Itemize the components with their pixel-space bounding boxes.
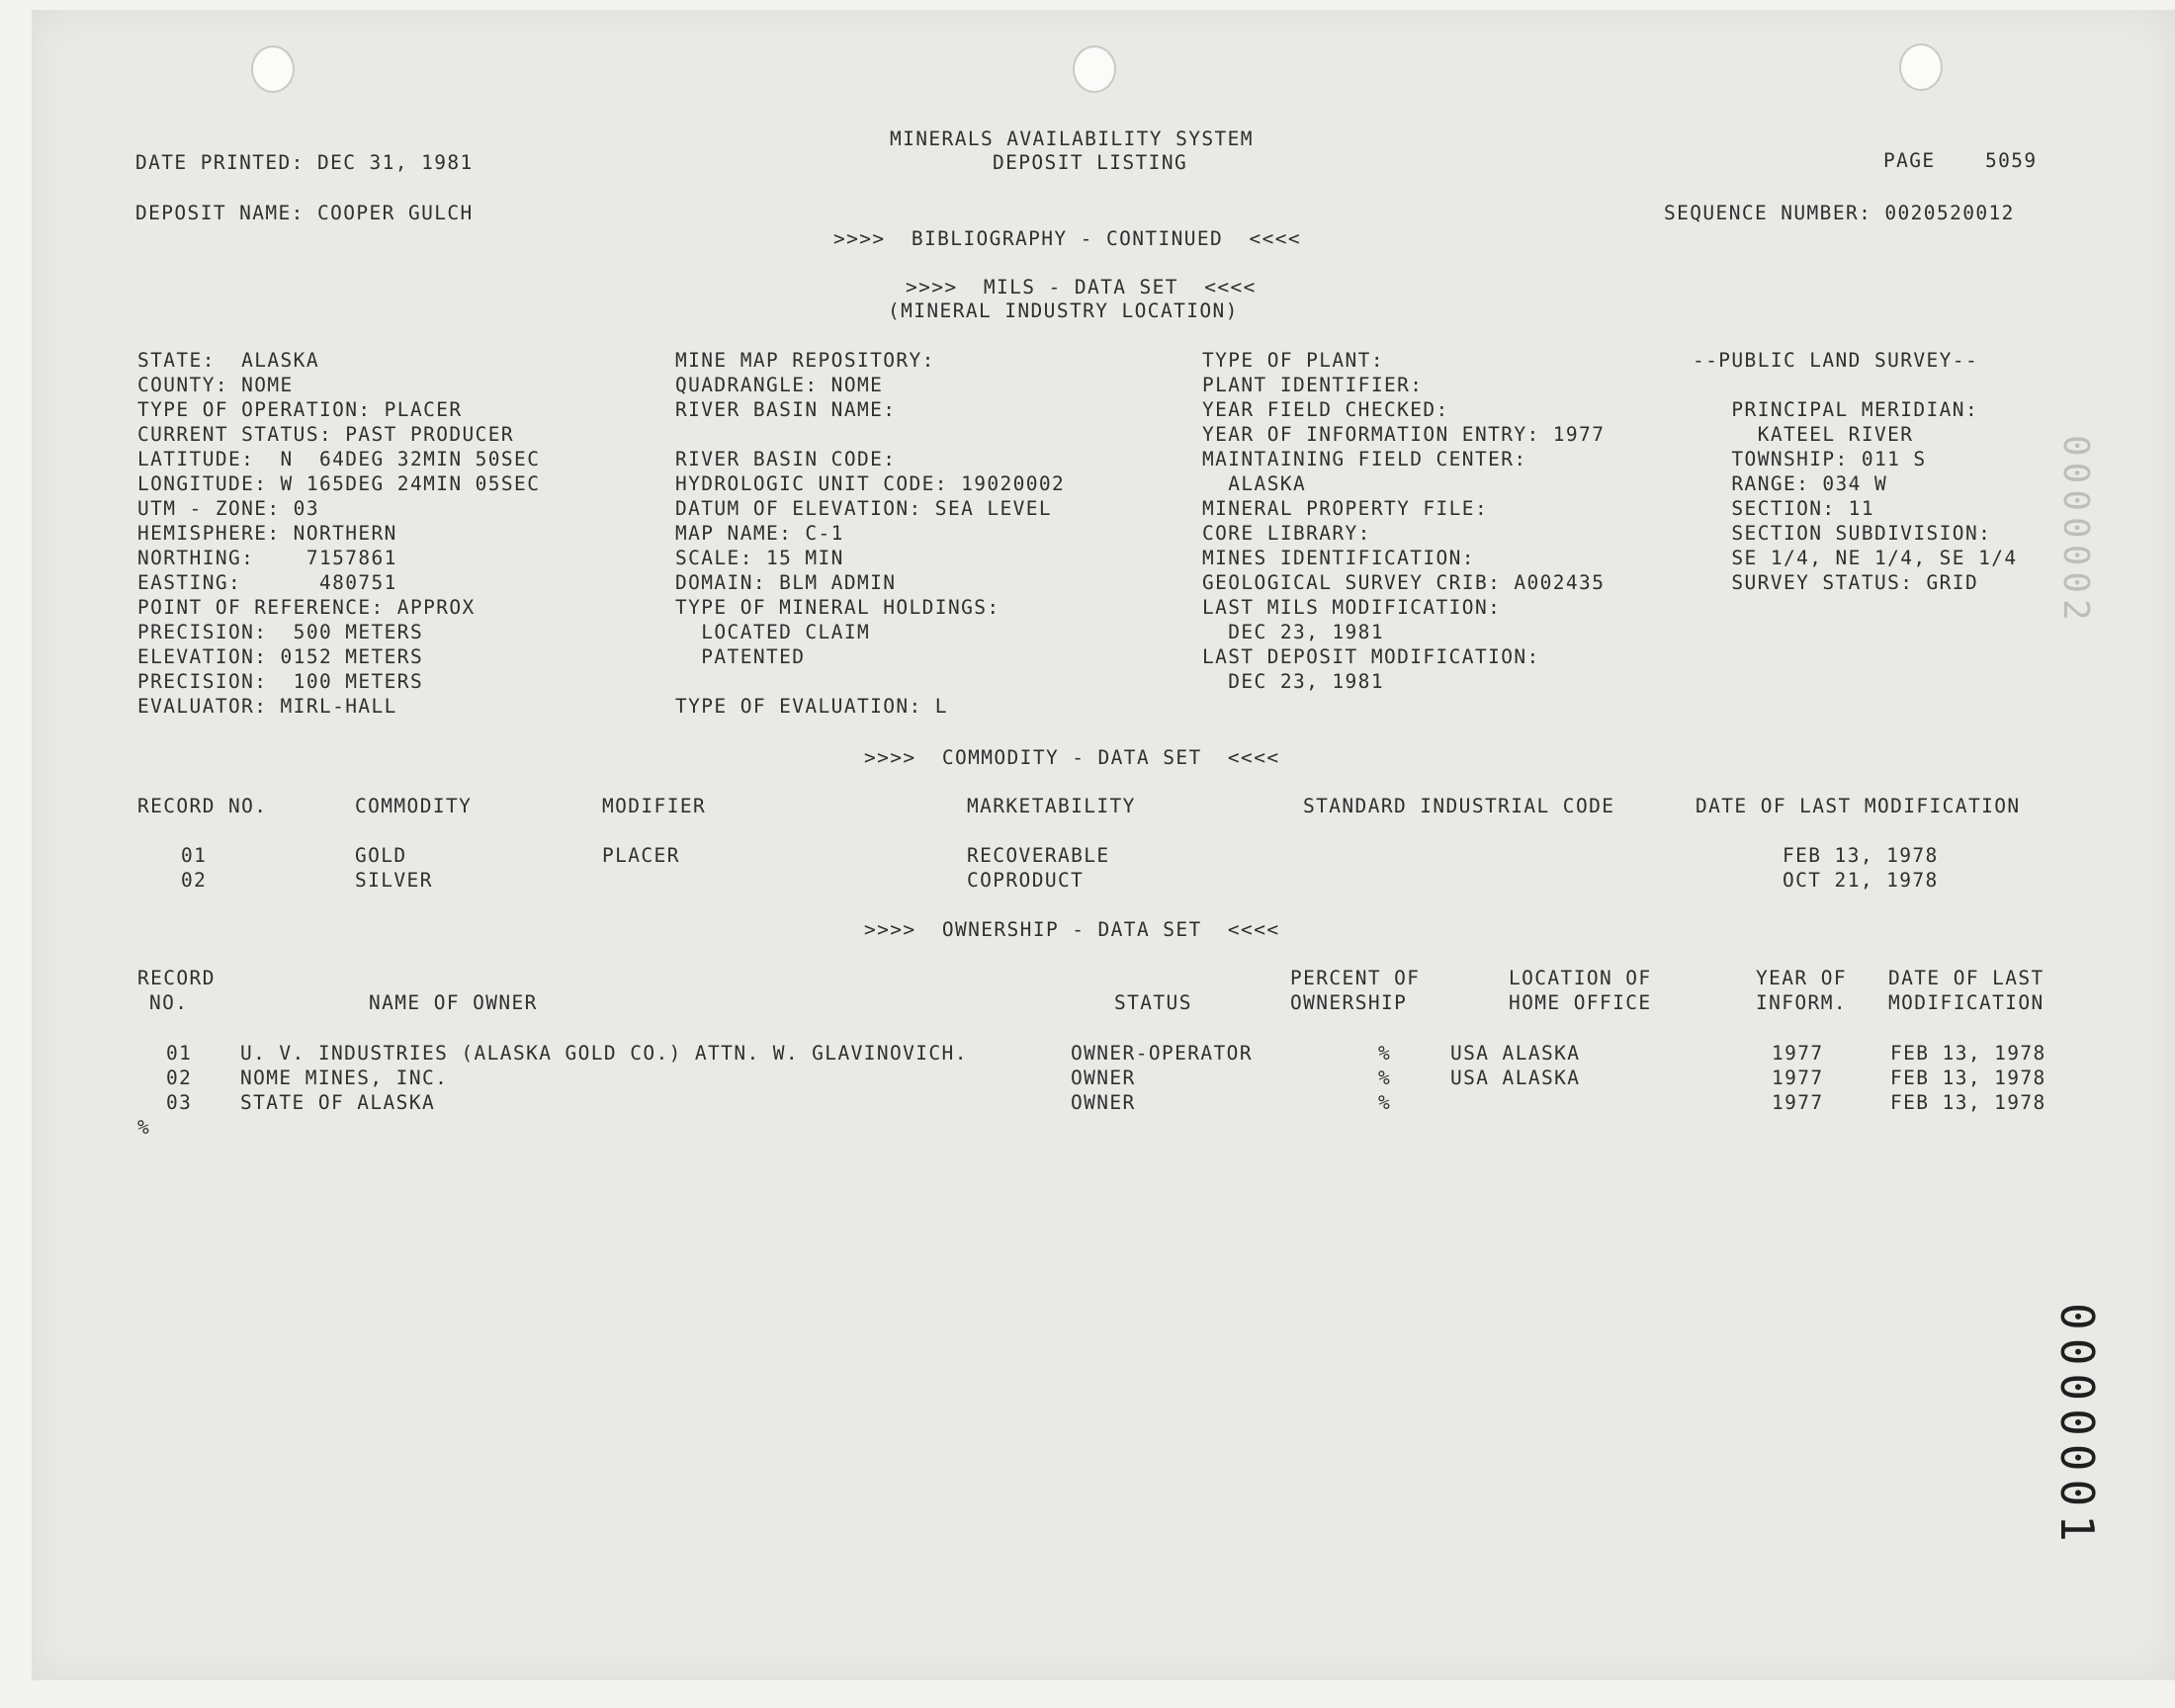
mils-field: POINT OF REFERENCE: APPROX (137, 596, 476, 619)
mils-field: PATENTED (675, 645, 806, 668)
last-modified-date: OCT 21, 1978 (1783, 869, 1939, 892)
mils-field: RANGE: 034 W (1693, 472, 1888, 495)
mils-field: MINE MAP REPOSITORY: (675, 349, 935, 372)
mils-subheading: (MINERAL INDUSTRY LOCATION) (888, 299, 1239, 322)
last-modified-date: FEB 13, 1978 (1890, 1042, 2046, 1065)
mils-field: YEAR FIELD CHECKED: (1202, 398, 1449, 421)
sequence-number: SEQUENCE NUMBER: 0020520012 (1664, 202, 2015, 224)
listing-title: DEPOSIT LISTING (993, 151, 1188, 174)
home-office-location: USA ALASKA (1450, 1067, 1581, 1089)
mils-field: MAP NAME: C-1 (675, 522, 844, 545)
owner-name: NOME MINES, INC. (240, 1067, 449, 1089)
binder-hole (251, 45, 295, 93)
system-title: MINERALS AVAILABILITY SYSTEM (890, 128, 1254, 150)
ownership-percent: % (1378, 1042, 1392, 1065)
owner-name: U. V. INDUSTRIES (ALASKA GOLD CO.) ATTN. W. GLAVINOVICH. (240, 1042, 968, 1065)
mils-field: --PUBLIC LAND SURVEY-- (1693, 349, 1979, 372)
column-header: NO. (149, 991, 189, 1014)
bibliography-heading: >>>> BIBLIOGRAPHY - CONTINUED <<<< (833, 227, 1302, 250)
column-header: NAME OF OWNER (369, 991, 538, 1014)
mils-field: MINES IDENTIFICATION: (1202, 547, 1475, 569)
deposit-name: DEPOSIT NAME: COOPER GULCH (135, 202, 474, 224)
column-header: RECORD NO. (137, 795, 268, 817)
mils-field: ELEVATION: 0152 METERS (137, 645, 424, 668)
page-label: PAGE (1883, 149, 1936, 172)
commodity-heading: >>>> COMMODITY - DATA SET <<<< (864, 746, 1280, 769)
mils-field: DATUM OF ELEVATION: SEA LEVEL (675, 497, 1053, 520)
commodity-name: GOLD (355, 844, 407, 867)
column-header: MARKETABILITY (967, 795, 1136, 817)
record-number: 01 (166, 1042, 193, 1065)
ownership-heading: >>>> OWNERSHIP - DATA SET <<<< (864, 918, 1280, 941)
column-header: STATUS (1114, 991, 1192, 1014)
mils-field: SURVEY STATUS: GRID (1693, 571, 1979, 594)
owner-status: OWNER (1071, 1091, 1136, 1114)
mils-field: DEC 23, 1981 (1202, 621, 1384, 643)
mils-field: ALASKA (1202, 472, 1307, 495)
modifier: PLACER (602, 844, 680, 867)
record-number: 03 (166, 1091, 193, 1114)
mils-field: PLANT IDENTIFIER: (1202, 374, 1424, 396)
column-header: INFORM. (1756, 991, 1847, 1014)
column-header: MODIFICATION (1888, 991, 2044, 1014)
mils-field: RIVER BASIN CODE: (675, 448, 897, 470)
mils-field: NORTHING: 7157861 (137, 547, 397, 569)
column-header: COMMODITY (355, 795, 473, 817)
mils-field: EASTING: 480751 (137, 571, 397, 594)
column-header: RECORD (137, 967, 216, 989)
binder-hole (1899, 43, 1943, 91)
column-header: PERCENT OF (1290, 967, 1421, 989)
column-header: LOCATION OF (1509, 967, 1652, 989)
mils-field: LAST MILS MODIFICATION: (1202, 596, 1502, 619)
mils-field: LAST DEPOSIT MODIFICATION: (1202, 645, 1540, 668)
margin-stamp-upper: 0000002 (2055, 435, 2096, 627)
mils-field: GEOLOGICAL SURVEY CRIB: A002435 (1202, 571, 1606, 594)
record-number: 02 (181, 869, 208, 892)
mils-field: CORE LIBRARY: (1202, 522, 1371, 545)
mils-field: TYPE OF EVALUATION: L (675, 695, 948, 718)
mils-field: UTM - ZONE: 03 (137, 497, 319, 520)
column-header: MODIFIER (602, 795, 707, 817)
mils-field: SE 1/4, NE 1/4, SE 1/4 (1693, 547, 2018, 569)
mils-heading: >>>> MILS - DATA SET <<<< (906, 276, 1257, 299)
owner-name: STATE OF ALASKA (240, 1091, 436, 1114)
mils-field: EVALUATOR: MIRL-HALL (137, 695, 397, 718)
mils-field: DOMAIN: BLM ADMIN (675, 571, 897, 594)
binder-hole (1073, 45, 1116, 93)
year-of-information: 1977 (1772, 1067, 1824, 1089)
margin-stamp-lower: 0000001 (2050, 1303, 2104, 1550)
end-of-record-mark: % (137, 1116, 151, 1139)
year-of-information: 1977 (1772, 1042, 1824, 1065)
column-header: YEAR OF (1756, 967, 1847, 989)
mils-field: TYPE OF OPERATION: PLACER (137, 398, 463, 421)
mils-field: TYPE OF PLANT: (1202, 349, 1384, 372)
mils-field: TOWNSHIP: 011 S (1693, 448, 1927, 470)
mils-field: PRECISION: 100 METERS (137, 670, 424, 693)
mils-field: HEMISPHERE: NORTHERN (137, 522, 397, 545)
mils-field: LONGITUDE: W 165DEG 24MIN 05SEC (137, 472, 541, 495)
year-of-information: 1977 (1772, 1091, 1824, 1114)
mils-field: MAINTAINING FIELD CENTER: (1202, 448, 1527, 470)
last-modified-date: FEB 13, 1978 (1783, 844, 1939, 867)
mils-field: PRECISION: 500 METERS (137, 621, 424, 643)
mils-field: TYPE OF MINERAL HOLDINGS: (675, 596, 1000, 619)
page-number: 5059 (1985, 149, 2038, 172)
column-header: DATE OF LAST MODIFICATION (1696, 795, 2021, 817)
column-header: STANDARD INDUSTRIAL CODE (1303, 795, 1615, 817)
mils-field: PRINCIPAL MERIDIAN: (1693, 398, 1979, 421)
home-office-location: USA ALASKA (1450, 1042, 1581, 1065)
last-modified-date: FEB 13, 1978 (1890, 1091, 2046, 1114)
record-number: 01 (181, 844, 208, 867)
mils-field: MINERAL PROPERTY FILE: (1202, 497, 1489, 520)
mils-field: QUADRANGLE: NOME (675, 374, 884, 396)
marketability: RECOVERABLE (967, 844, 1110, 867)
owner-status: OWNER-OPERATOR (1071, 1042, 1253, 1065)
mils-field: DEC 23, 1981 (1202, 670, 1384, 693)
mils-field: COUNTY: NOME (137, 374, 294, 396)
marketability: COPRODUCT (967, 869, 1085, 892)
commodity-name: SILVER (355, 869, 433, 892)
column-header: DATE OF LAST (1888, 967, 2044, 989)
date-printed: DATE PRINTED: DEC 31, 1981 (135, 151, 474, 174)
last-modified-date: FEB 13, 1978 (1890, 1067, 2046, 1089)
mils-field: CURRENT STATUS: PAST PRODUCER (137, 423, 515, 446)
column-header: HOME OFFICE (1509, 991, 1652, 1014)
mils-field: LOCATED CLAIM (675, 621, 871, 643)
mils-field: KATEEL RIVER (1693, 423, 1914, 446)
mils-field: RIVER BASIN NAME: (675, 398, 897, 421)
column-header: OWNERSHIP (1290, 991, 1408, 1014)
mils-field: STATE: ALASKA (137, 349, 319, 372)
mils-field: YEAR OF INFORMATION ENTRY: 1977 (1202, 423, 1606, 446)
mils-field: HYDROLOGIC UNIT CODE: 19020002 (675, 472, 1066, 495)
mils-field: SCALE: 15 MIN (675, 547, 844, 569)
mils-field: SECTION: 11 (1693, 497, 1874, 520)
mils-field: SECTION SUBDIVISION: (1693, 522, 1992, 545)
record-number: 02 (166, 1067, 193, 1089)
ownership-percent: % (1378, 1067, 1392, 1089)
ownership-percent: % (1378, 1091, 1392, 1114)
mils-field: LATITUDE: N 64DEG 32MIN 50SEC (137, 448, 541, 470)
owner-status: OWNER (1071, 1067, 1136, 1089)
